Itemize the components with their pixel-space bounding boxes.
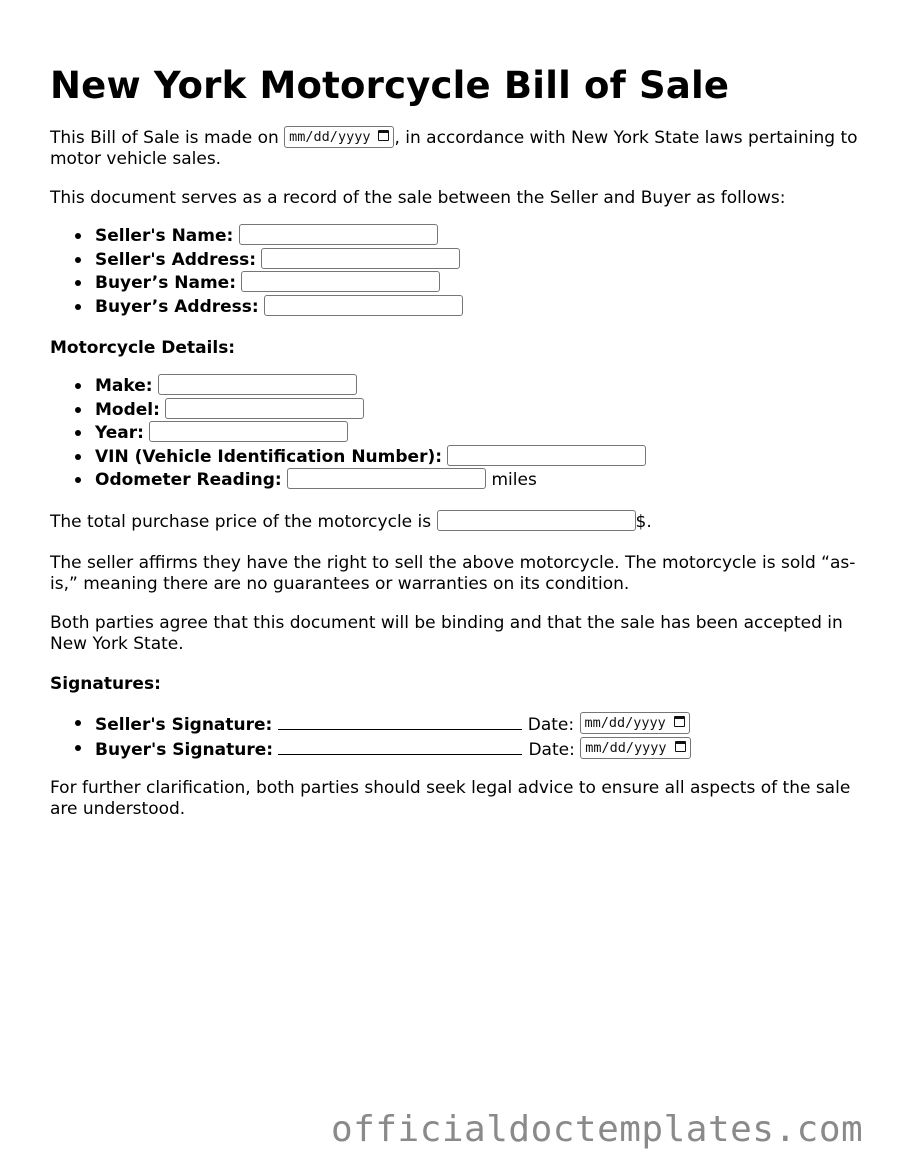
buyer-address-label: Buyer’s Address:	[95, 296, 259, 317]
make-label: Make:	[95, 376, 153, 396]
list-item	[95, 446, 865, 470]
odometer-unit: miles	[491, 470, 537, 490]
intro-text-after: , in accordance with New York State laws pertaining to motor vehicle sales.	[50, 128, 858, 169]
list-item	[95, 469, 865, 493]
price-paragraph	[50, 512, 865, 533]
price-text-after: $.	[635, 511, 652, 532]
price-field[interactable]	[437, 510, 636, 531]
list-item	[95, 399, 865, 423]
seller-date-label: Date:	[527, 714, 575, 735]
list-item	[95, 272, 865, 296]
sale-date-input[interactable]	[284, 126, 394, 148]
seller-date-input[interactable]	[580, 712, 690, 734]
buyer-date-label: Date:	[528, 739, 575, 760]
list-item	[95, 375, 865, 399]
closing-paragraph: For further clarification, both parties should seek legal advice to ensure all aspects of the sale are understood.	[50, 777, 851, 819]
buyer-address-field[interactable]	[264, 295, 463, 316]
signatures-heading: Signatures:	[50, 673, 161, 694]
vin-label: VIN (Vehicle Identification Number):	[95, 446, 443, 467]
page-title: New York Motorcycle Bill of Sale	[50, 64, 730, 107]
list-item	[95, 225, 865, 249]
odometer-label: Odometer Reading:	[95, 470, 282, 490]
parties-list	[50, 225, 865, 319]
intro-text-before: This Bill of Sale is made on	[50, 128, 285, 148]
make-field[interactable]	[158, 374, 357, 395]
model-field[interactable]	[165, 398, 364, 419]
odometer-field[interactable]	[287, 468, 486, 489]
calendar-icon[interactable]	[675, 741, 686, 752]
list-item	[95, 249, 865, 273]
price-text-before: The total purchase price of the motorcycle is	[50, 511, 437, 532]
motorcycle-heading: Motorcycle Details:	[50, 338, 236, 358]
intro-paragraph	[50, 128, 865, 170]
calendar-icon[interactable]	[378, 130, 389, 141]
motorcycle-list	[50, 375, 865, 493]
buyer-name-label: Buyer’s Name:	[95, 273, 237, 293]
list-item	[95, 296, 865, 320]
buyer-date-placeholder: mm/dd/yyyy	[585, 740, 667, 756]
vin-field[interactable]	[447, 445, 646, 466]
seller-name-field[interactable]	[239, 224, 438, 245]
calendar-icon[interactable]	[674, 716, 685, 727]
seller-signature-label: Seller's Signature:	[95, 714, 273, 735]
seller-date-placeholder: mm/dd/yyyy	[584, 715, 666, 731]
affirm-paragraph: The seller affirms they have the right to sell the above motorcycle. The motorcycle is sold “as-is,” meaning there are no guarantees or warranties on its condition.	[50, 552, 856, 594]
buyer-signature-label: Buyer's Signature:	[95, 739, 274, 760]
seller-address-field[interactable]	[261, 248, 460, 269]
seller-address-label: Seller's Address:	[95, 249, 257, 270]
seller-name-label: Seller's Name:	[95, 226, 234, 246]
list-item	[95, 712, 865, 737]
document	[50, 0, 865, 820]
model-label: Model:	[95, 399, 160, 420]
signatures-list	[50, 712, 865, 762]
binding-paragraph: Both parties agree that this document will be binding and that the sale has been accepted in New York State.	[50, 612, 843, 654]
buyer-signature-line[interactable]	[278, 737, 522, 755]
record-paragraph: This document serves as a record of the sale between the Seller and Buyer as follows:	[50, 188, 786, 208]
sale-date-placeholder: mm/dd/yyyy	[289, 128, 371, 145]
buyer-date-input[interactable]	[580, 737, 690, 759]
list-item	[95, 737, 865, 762]
watermark: officialdoctemplates.com	[331, 1109, 864, 1150]
list-item	[95, 422, 865, 446]
seller-signature-line[interactable]	[278, 712, 522, 730]
buyer-name-field[interactable]	[241, 271, 440, 292]
year-label: Year:	[95, 423, 144, 443]
year-field[interactable]	[149, 421, 348, 442]
